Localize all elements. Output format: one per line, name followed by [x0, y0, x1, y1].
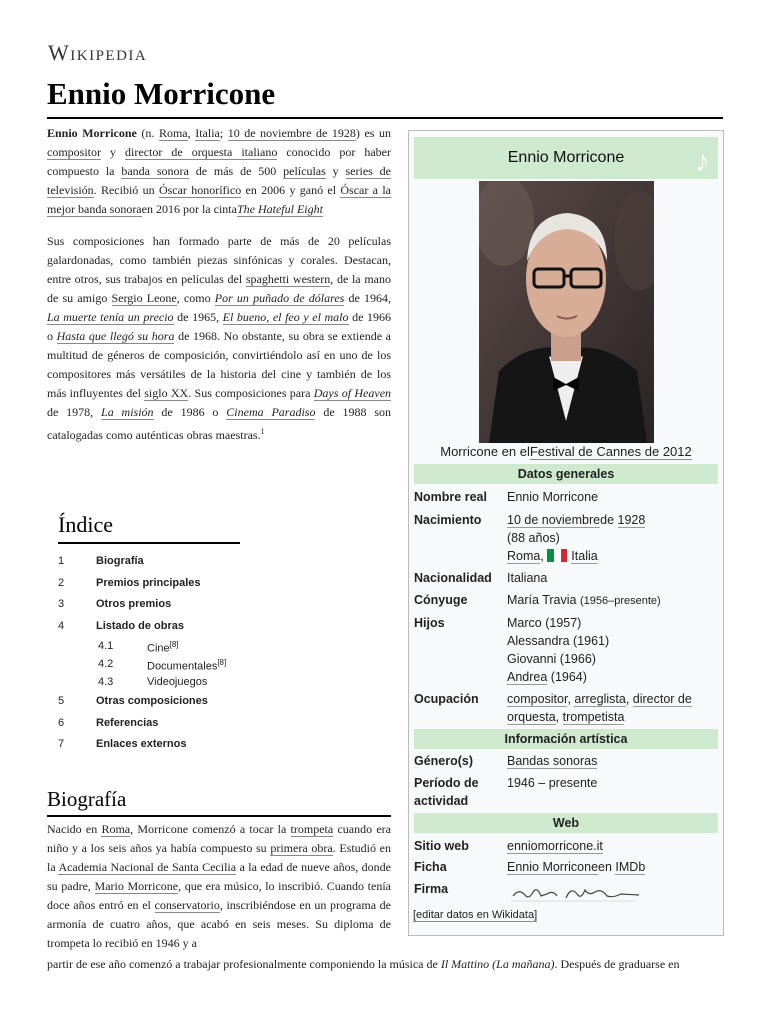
text: cuando era niño y a los seis años ya había compuesto su — [47, 822, 391, 855]
toc-label[interactable] — [147, 640, 179, 655]
toc-item[interactable] — [58, 714, 388, 736]
toc-number: 6 — [58, 716, 65, 729]
toc-label[interactable] — [96, 695, 208, 707]
toc-number: 5 — [58, 695, 65, 707]
section-heading-biografia: Biografía — [47, 787, 391, 817]
signature-image — [511, 882, 641, 904]
spouse-years: (1956–presente) — [579, 595, 661, 607]
toc-label-text[interactable]: Documentales — [147, 660, 218, 673]
portrait-illustration — [479, 181, 654, 443]
intro-name: Ennio Morricone — [47, 126, 137, 140]
portrait-photo[interactable] — [479, 181, 654, 443]
link-roma-bio[interactable]: Roma — [101, 822, 131, 836]
toc-label[interactable] — [96, 738, 187, 750]
link-oc-compositor[interactable]: compositor — [507, 692, 568, 706]
toc-item[interactable] — [58, 574, 388, 596]
toc-number: 4 — [58, 619, 65, 632]
text: y — [325, 164, 346, 178]
infobox-header — [414, 137, 718, 179]
toc-label-text[interactable]: Listado de obras — [96, 619, 185, 632]
child: Marco (1957) — [507, 616, 582, 630]
child: Giovanni (1966) — [507, 652, 596, 666]
label: Período de actividad — [414, 776, 479, 808]
value — [507, 858, 722, 876]
text: en 2016 por la cinta — [141, 202, 237, 216]
link-oc-director[interactable]: director de orquesta — [507, 692, 692, 724]
toc-label[interactable] — [96, 620, 184, 632]
link-director[interactable]: director de orquesta italiano — [125, 145, 278, 159]
toc-number: 4.3 — [98, 676, 114, 688]
infobox — [408, 130, 724, 936]
label: Hijos — [414, 616, 445, 630]
link-oscar-banda-sonora[interactable]: Óscar a la mejor banda sonora — [47, 183, 391, 216]
toc-heading: Índice — [58, 512, 240, 544]
toc-label[interactable] — [96, 555, 144, 567]
toc-label-text[interactable]: Referencias — [96, 716, 159, 729]
toc-number: 4.1 — [98, 640, 114, 652]
toc-item[interactable] — [58, 735, 388, 757]
link-peliculas[interactable]: películas — [283, 164, 326, 178]
value — [507, 752, 722, 770]
link-nac-italia[interactable]: Italia — [571, 549, 598, 563]
link-andrea[interactable]: Andrea — [507, 670, 548, 684]
photo-caption — [409, 444, 723, 459]
reference-1[interactable]: 1 — [260, 427, 265, 436]
text: de 1968. No obstante, su obra se extiende a multitud de géneros de composición, convirtiéndolo así en uno de los compositores más versátiles de la historia del cine y también de los más influyentes del — [47, 329, 391, 400]
link-italia[interactable]: Italia — [195, 126, 220, 140]
text: de más de 500 — [188, 164, 284, 178]
value: Ennio Morricone — [507, 490, 599, 504]
link-spaghetti-western[interactable]: spaghetti western — [245, 272, 331, 286]
link-film-2[interactable]: La muerte tenía un precio — [47, 310, 174, 324]
link-trompeta[interactable]: trompeta — [290, 822, 334, 836]
edit-wikidata-link[interactable] — [413, 909, 537, 921]
toc-label[interactable] — [96, 717, 158, 729]
link-film-7[interactable]: Cinema Paradiso — [226, 405, 316, 419]
child: Alessandra (1961) — [507, 634, 610, 648]
label: Nacionalidad — [414, 571, 492, 585]
link-banda-sonora[interactable]: banda sonora — [121, 164, 189, 178]
section-datos-generales: Datos generales — [414, 464, 718, 484]
label: Nombre real — [414, 490, 487, 504]
text: ; — [219, 126, 228, 140]
label: Género(s) — [414, 754, 474, 768]
text: , como — [176, 291, 215, 305]
text: ) es un — [355, 126, 392, 140]
toc-item[interactable] — [58, 692, 388, 714]
toc-label[interactable] — [96, 598, 171, 610]
text: Nacido en — [47, 822, 102, 836]
text: de 1964, — [344, 291, 391, 305]
toc-item[interactable] — [58, 674, 388, 692]
toc-reference[interactable]: [8] — [169, 640, 179, 649]
link-compositor[interactable]: compositor — [47, 145, 101, 159]
child-year: (1964) — [547, 670, 587, 684]
toc-list — [58, 552, 388, 757]
text: en 2006 y ganó el — [241, 183, 341, 197]
link-series[interactable]: series de televisión — [47, 164, 392, 197]
text: (n. — [136, 126, 159, 140]
text: y — [101, 145, 126, 159]
link-film-6[interactable]: La misión — [101, 405, 154, 419]
link-primera-obra[interactable]: primera obra — [270, 841, 333, 855]
paragraph-biografia-cont — [47, 955, 723, 974]
toc-label-text[interactable]: Cine — [147, 642, 170, 655]
value — [507, 614, 722, 686]
toc-label[interactable] — [96, 577, 201, 589]
link-imdb[interactable]: IMDb — [615, 860, 646, 874]
text: de — [600, 513, 618, 527]
title-divider — [47, 117, 723, 119]
caption-text: Morricone en el — [440, 444, 530, 459]
text: de 1978, — [47, 405, 102, 419]
link-oc-arreglista[interactable]: arreglista — [574, 692, 626, 706]
link-nac-roma[interactable]: Roma — [507, 549, 541, 563]
toc-item[interactable] — [58, 617, 388, 639]
link-ficha-nombre[interactable]: Ennio Morricone — [507, 860, 599, 874]
text: , que era músico, lo inscribió. Cuando tenía doce años entró en el — [47, 879, 391, 912]
section-web: Web — [414, 813, 718, 833]
toc-label-text[interactable]: Videojuegos — [147, 676, 208, 688]
label: Sitio web — [414, 839, 469, 853]
age: (88 años) — [507, 531, 560, 545]
paragraph-biografia — [47, 820, 391, 953]
toc-number: 2 — [58, 576, 65, 589]
text: conocido por haber compuesto la — [47, 145, 392, 178]
text: partir de ese año comenzó a trabajar profesionalmente componiendo la música de — [47, 957, 441, 971]
table-of-contents — [58, 512, 388, 757]
toc-label-text[interactable]: Enlaces externos — [96, 738, 187, 750]
text: , — [540, 549, 548, 563]
paragraph-composiciones — [47, 232, 391, 445]
link-nac-fecha[interactable]: 10 de noviembre — [507, 513, 601, 527]
link-oc-trompetista[interactable]: trompetista — [562, 710, 625, 724]
link-oscar-honorifico[interactable]: Óscar honorífico — [158, 183, 242, 197]
value: compositor, arreglista, director de orquesta, trompetista — [507, 692, 692, 724]
value — [507, 837, 722, 855]
link-fecha[interactable]: 10 de noviembre de 1928 — [227, 126, 356, 140]
text: , inscribiéndose en un programa de armonía de cuatro años, que acabó en seis meses. Su diploma de trompeta lo recibió en 1946 y a — [47, 898, 391, 950]
link-nac-anio[interactable]: 1928 — [617, 513, 646, 527]
toc-label-text[interactable]: Biografía — [96, 555, 144, 567]
label: Cónyuge — [414, 593, 468, 607]
text: de 1965, — [173, 310, 223, 324]
page-title: Ennio Morricone — [47, 76, 276, 111]
text: Sus composiciones han formado parte de más de 20 películas galardonadas, como también piezas sinfónicas y corales. Destacan, entre otros, sus trabajos en películas del — [47, 234, 391, 286]
value — [507, 511, 722, 565]
toc-label-text[interactable]: Premios principales — [96, 576, 201, 589]
music-note-icon: ♪ — [695, 145, 710, 178]
text: en — [598, 860, 616, 874]
toc-number: 7 — [58, 738, 65, 750]
toc-item[interactable] — [58, 656, 388, 674]
toc-label-text[interactable]: Otros premios — [96, 598, 172, 610]
link-mario-morricone[interactable]: Mario Morricone — [94, 879, 179, 893]
value: Italiana — [507, 571, 548, 585]
toc-number: 3 — [58, 598, 65, 610]
text: , Morricone comenzó a tocar la — [130, 822, 291, 836]
link-film-1[interactable]: Por un puñado de dólares — [214, 291, 345, 305]
link-sergio-leone[interactable]: Sergio Leone — [111, 291, 177, 305]
text: . Estudió en la — [47, 841, 391, 874]
toc-label-text[interactable]: Otras composiciones — [96, 695, 208, 707]
text: . Recibió un — [93, 183, 159, 197]
wikipedia-wordmark: Wikipedia — [48, 40, 148, 65]
toc-label[interactable] — [147, 676, 207, 688]
link-festival-cannes[interactable]: Festival de Cannes de 2012 — [529, 444, 692, 459]
text: , de la mano de su amigo — [47, 272, 391, 305]
toc-item[interactable] — [58, 552, 388, 574]
label: Firma — [414, 882, 449, 896]
title-il-mattino: Il Mattino (La mañana) — [440, 957, 555, 971]
text: de 1988 son catalogadas como auténticas obras maestras. — [47, 405, 392, 442]
toc-reference[interactable]: [8] — [217, 658, 227, 667]
toc-item[interactable] — [58, 638, 388, 656]
text: a la edad de nueve años, donde su padre, — [47, 860, 392, 893]
toc-label[interactable] — [147, 658, 226, 673]
text: , — [187, 126, 196, 140]
value: 1946 – presente — [507, 776, 598, 790]
link-roma[interactable]: Roma — [158, 126, 188, 140]
text: de 1986 o — [153, 405, 227, 419]
link-film-5[interactable]: Days of Heaven — [313, 386, 392, 400]
link-sitio-web[interactable]: enniomorricone.it — [507, 839, 603, 853]
intro-paragraph — [47, 124, 391, 219]
infobox-title: Ennio Morricone — [507, 149, 625, 166]
label: Nacimiento — [414, 513, 482, 527]
value — [507, 591, 722, 610]
text: . Después de graduarse en — [554, 957, 680, 971]
link-academia[interactable]: Academia Nacional de Santa Cecilia — [58, 860, 237, 874]
link-film-4[interactable]: Hasta que llegó su hora — [56, 329, 175, 343]
toc-number: 4.2 — [98, 658, 114, 670]
link-hateful-eight[interactable]: The Hateful Eight — [236, 202, 323, 216]
link-film-3[interactable]: El bueno, el feo y el malo — [222, 310, 349, 324]
text: . Sus composiciones para — [188, 386, 314, 400]
label: Ocupación — [414, 692, 479, 706]
link-bandas-sonoras[interactable]: Bandas sonoras — [507, 754, 598, 768]
edit-wikidata-text[interactable]: [editar datos en Wikidata] — [413, 909, 538, 921]
toc-number: 1 — [58, 555, 65, 567]
toc-item[interactable] — [58, 595, 388, 617]
label: Ficha — [414, 860, 447, 874]
link-siglo-xx[interactable]: siglo XX — [144, 386, 189, 400]
text: de 1966 o — [47, 310, 392, 343]
spouse-name: María Travia — [507, 593, 577, 607]
italy-flag-icon — [547, 549, 567, 562]
section-informacion-artistica: Información artística — [414, 729, 718, 749]
link-conservatorio[interactable]: conservatorio — [154, 898, 220, 912]
